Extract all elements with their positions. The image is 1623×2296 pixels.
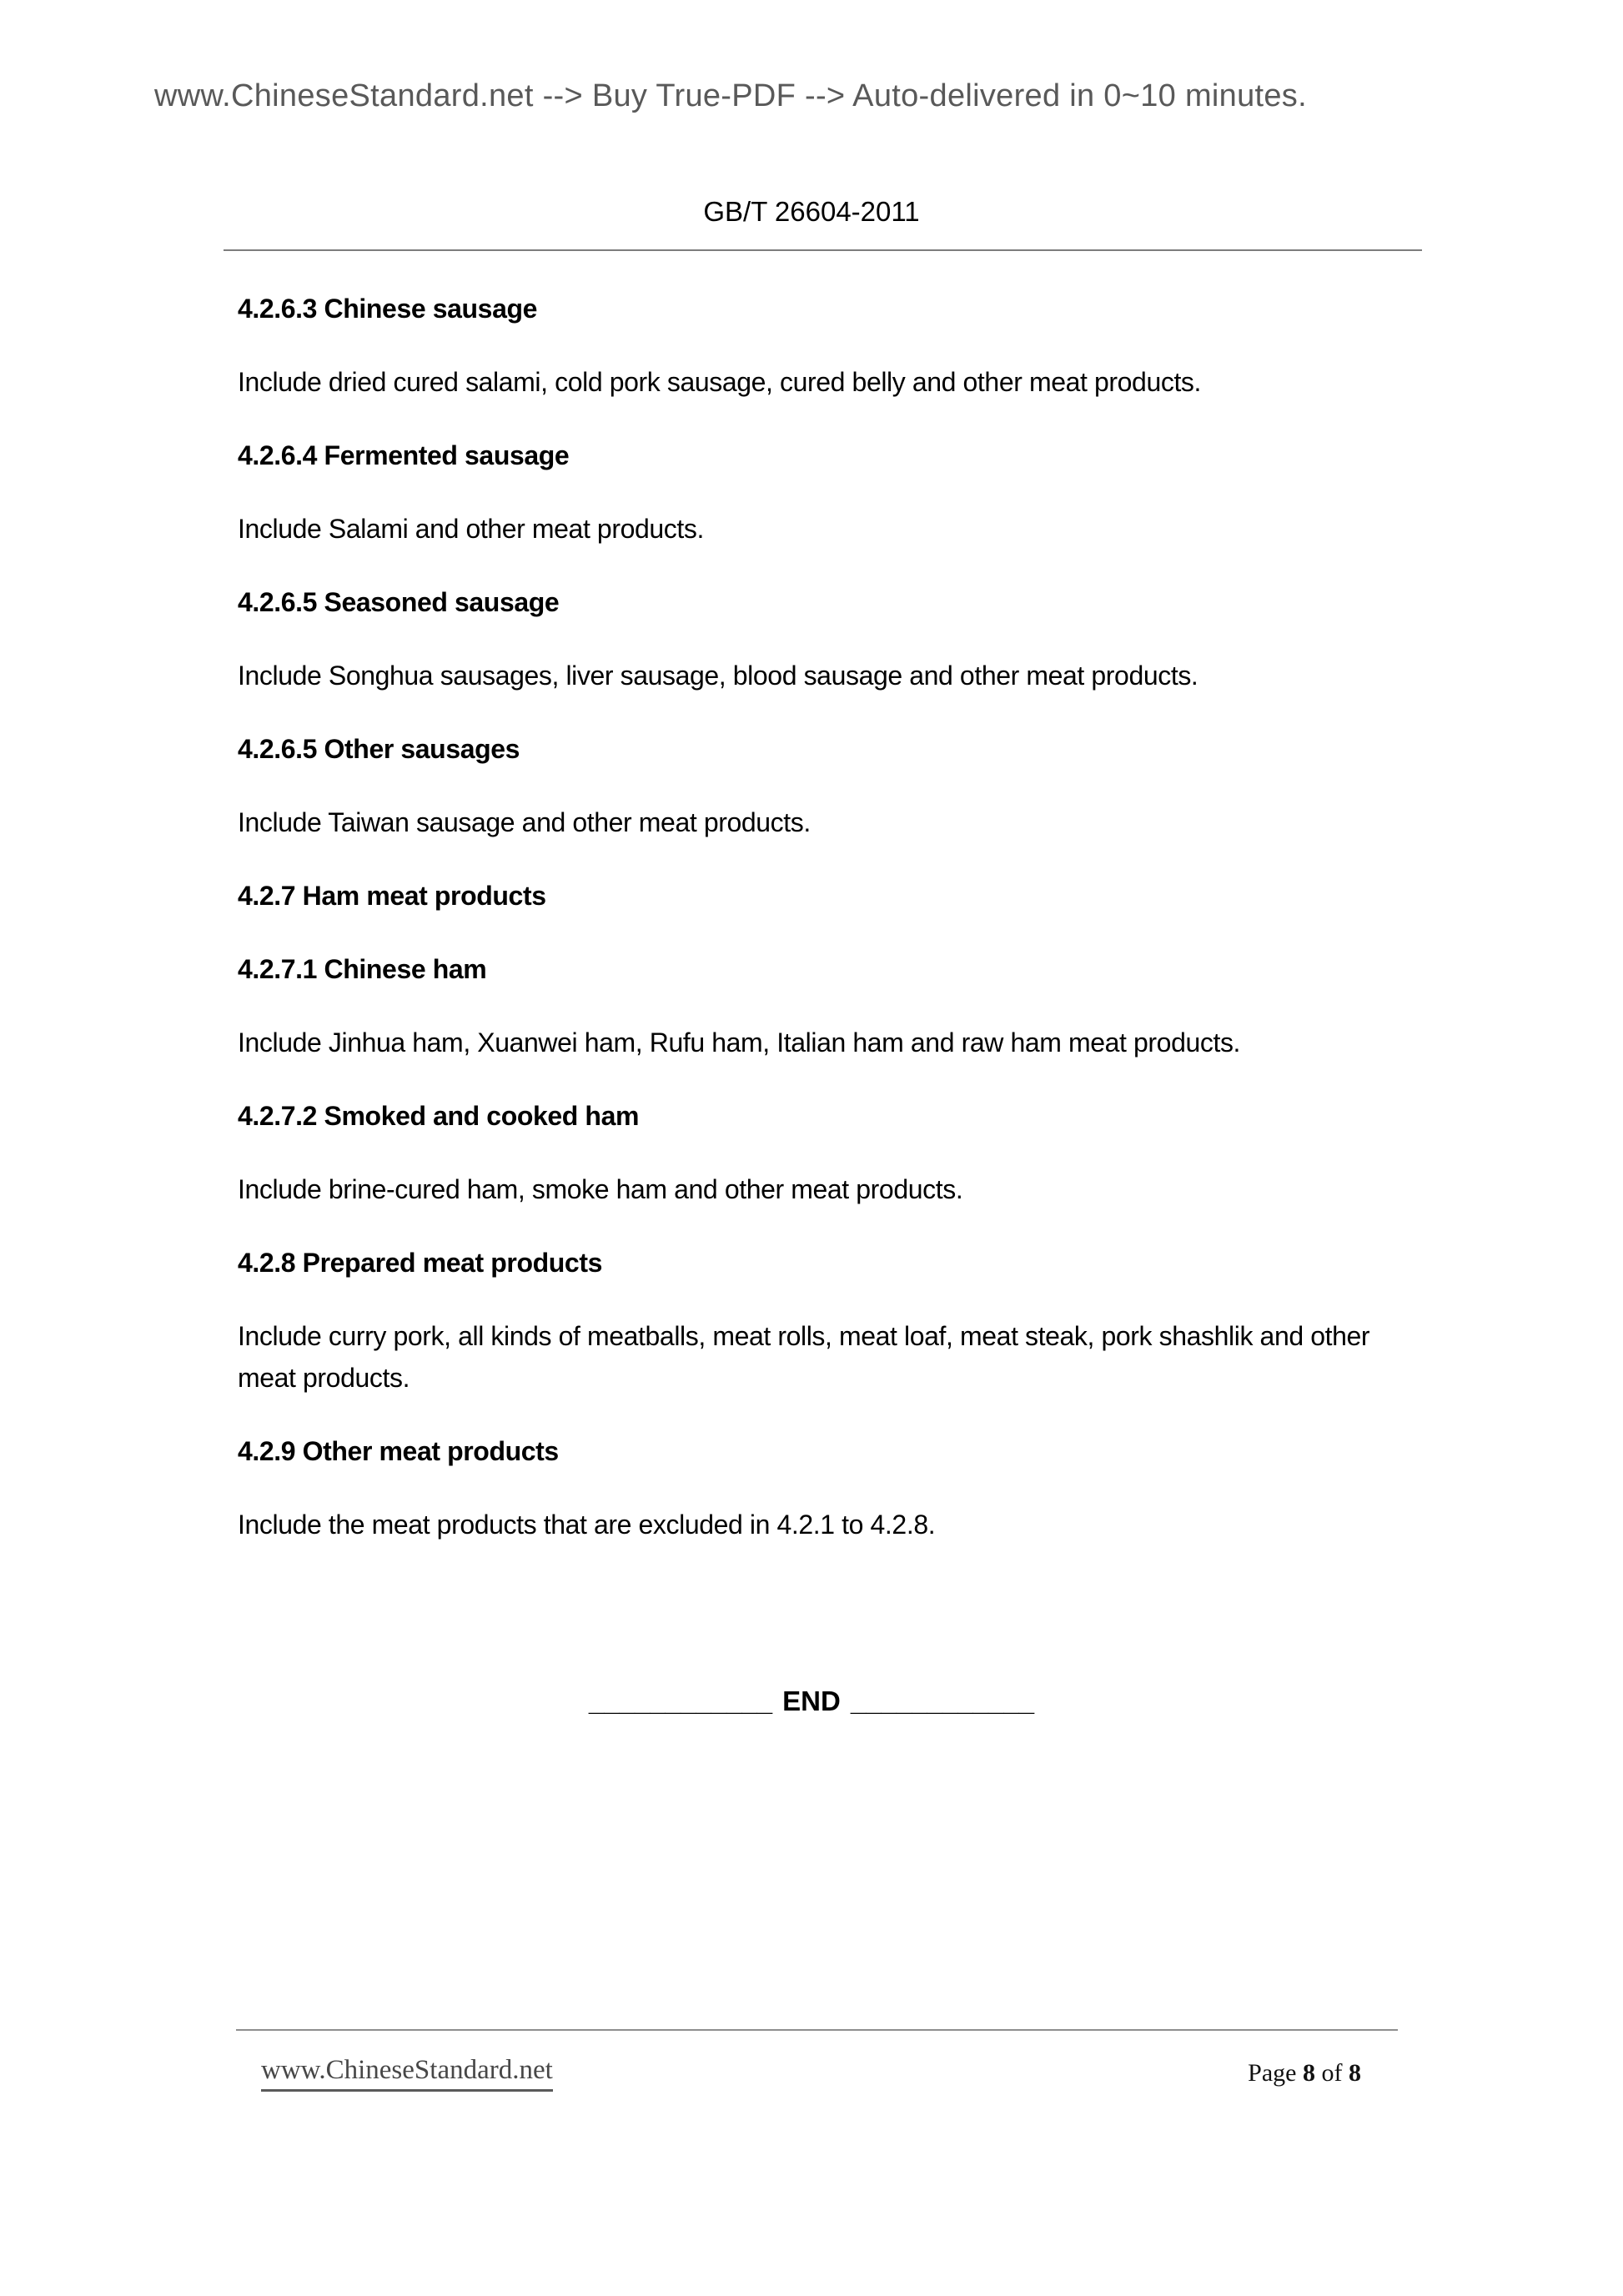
section-paragraph: Include the meat products that are excluded in 4.2.1 to 4.2.8. bbox=[238, 1510, 936, 1540]
end-of-document-marker bbox=[0, 1680, 1623, 1723]
section-paragraph: Include Songhua sausages, liver sausage, blood sausage and other meat products. bbox=[238, 661, 1198, 691]
section-heading: 4.2.8 Prepared meat products bbox=[238, 1248, 602, 1278]
section-paragraph: Include curry pork, all kinds of meatballs, meat rolls, meat loaf, meat steak, pork shashlik and other meat products. bbox=[238, 1321, 1370, 1393]
end-marker-label: END bbox=[782, 1686, 841, 1716]
section-paragraph: Include Taiwan sausage and other meat products. bbox=[238, 807, 811, 837]
page-number bbox=[1248, 2057, 1361, 2090]
title-divider bbox=[224, 249, 1422, 251]
section-paragraph: Include brine-cured ham, smoke ham and other meat products. bbox=[238, 1174, 963, 1204]
page-word: Page bbox=[1248, 2059, 1297, 2087]
top-banner-text: www.ChineseStandard.net --> Buy True-PDF --> Auto-delivered in 0~10 minutes. bbox=[154, 78, 1307, 113]
footer-divider bbox=[236, 2029, 1398, 2031]
section-heading: 4.2.9 Other meat products bbox=[238, 1436, 559, 1466]
footer-site-link[interactable]: www.ChineseStandard.net bbox=[261, 2052, 553, 2092]
section-paragraph: Include Jinhua ham, Xuanwei ham, Rufu ham, Italian ham and raw ham meat products. bbox=[238, 1027, 1241, 1058]
section-heading: 4.2.6.3 Chinese sausage bbox=[238, 294, 538, 324]
section-heading: 4.2.6.4 Fermented sausage bbox=[238, 440, 570, 470]
section-paragraph: Include Salami and other meat products. bbox=[238, 514, 704, 544]
page-total: 8 bbox=[1349, 2059, 1361, 2087]
document-title: GB/T 26604-2011 bbox=[703, 196, 920, 227]
page-of-word: of bbox=[1321, 2059, 1343, 2087]
section-heading: 4.2.7.2 Smoked and cooked ham bbox=[238, 1101, 640, 1131]
section-heading: 4.2.6.5 Other sausages bbox=[238, 734, 520, 764]
section-paragraph: Include dried cured salami, cold pork sausage, cured belly and other meat products. bbox=[238, 367, 1202, 397]
section-heading: 4.2.6.5 Seasoned sausage bbox=[238, 587, 560, 617]
document-body bbox=[238, 288, 1412, 1577]
end-marker-right-line: ____________ bbox=[850, 1686, 1035, 1716]
end-marker-left-line: ____________ bbox=[588, 1686, 773, 1716]
section-heading: 4.2.7 Ham meat products bbox=[238, 881, 546, 911]
section-heading: 4.2.7.1 Chinese ham bbox=[238, 954, 487, 984]
page-current: 8 bbox=[1303, 2059, 1315, 2087]
